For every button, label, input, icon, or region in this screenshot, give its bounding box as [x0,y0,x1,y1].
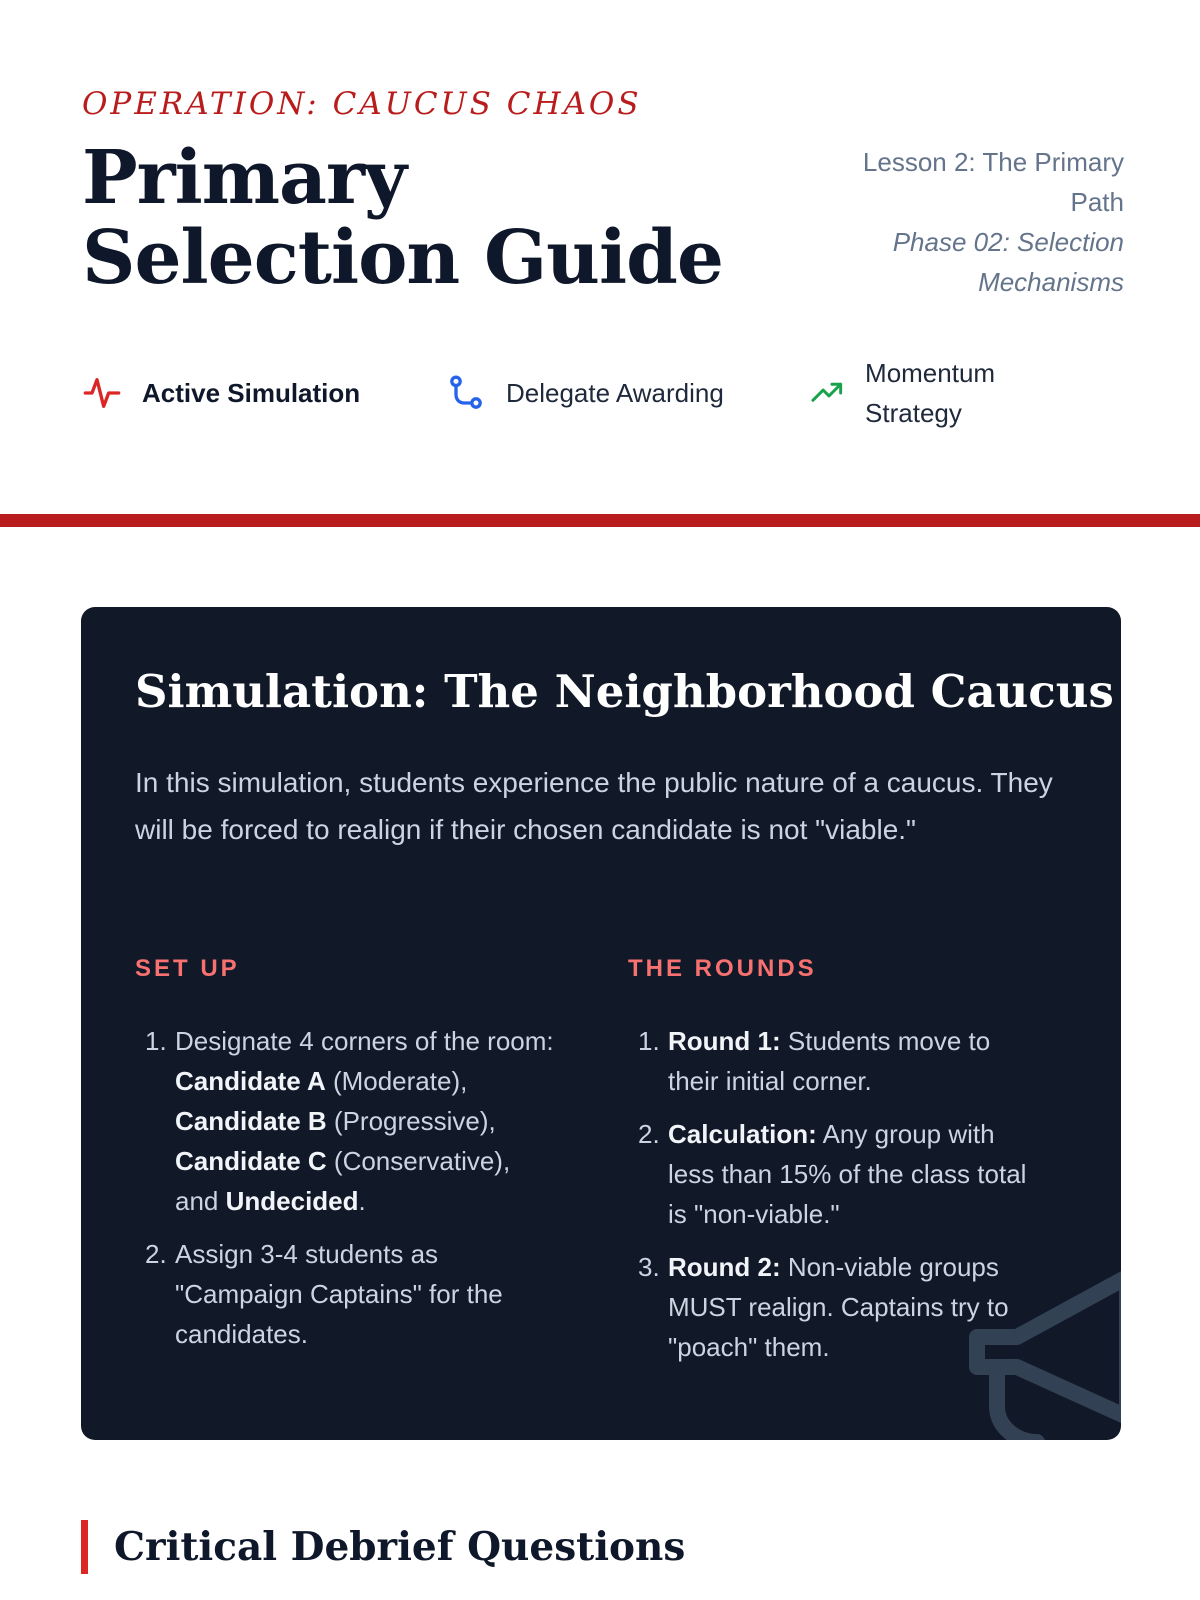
list-item: 3. Round 2: Non-viable groups MUST realign. Captains try to "poach" them. [638,1252,1009,1362]
setup-list [135,1021,555,1354]
list-item: 2. Assign 3-4 students as "Campaign Captains" for the candidates. [145,1239,503,1349]
rounds-heading: THE ROUNDS [628,955,817,982]
simulation-card [81,607,1121,1440]
page-header [82,86,1122,506]
header-divider [0,514,1200,527]
trending-up-icon [810,373,845,413]
feature-label: Active Simulation [142,378,361,408]
lesson-name: Lesson 2: The Primary Path [862,147,1124,217]
activity-pulse-icon [82,373,122,413]
eyebrow-label: OPERATION: CAUCUS CHAOS [82,86,642,122]
list-item: 2. Calculation: Any group with less than 15% of the class total is "non-viable." [638,1119,1027,1229]
feature-label: Momentum Strategy [865,358,996,428]
simulation-intro: In this simulation, students experience the public nature of a caucus. They will be forced to realign if their chosen candidate is not "viable." [135,767,1053,845]
debrief-title: Critical Debrief Questions [114,1524,686,1570]
list-item: 1. Designate 4 corners of the room: Candidate A (Moderate), Candidate B (Progressive), Candidate C (Conservative), and Undecided. [145,1026,554,1216]
simulation-title: Simulation: The Neighborhood Caucus [135,665,1114,718]
setup-heading: SET UP [135,955,240,982]
setup-column [135,955,555,1367]
feature-active-simulation [82,348,360,438]
feature-delegate-awarding [446,348,724,438]
feature-momentum-strategy [810,348,1070,438]
feature-label: Delegate Awarding [506,378,724,408]
lesson-info [824,142,1124,302]
list-item: 1. Round 1: Students move to their initial corner. [638,1026,991,1096]
phase-name: Phase 02: Selection Mechanisms [892,227,1124,297]
debrief-section-header [81,1520,685,1574]
page-title: Primary Selection Guide [82,135,723,301]
feature-list [82,348,1122,438]
megaphone-icon [957,1267,1121,1440]
route-icon [446,373,486,413]
